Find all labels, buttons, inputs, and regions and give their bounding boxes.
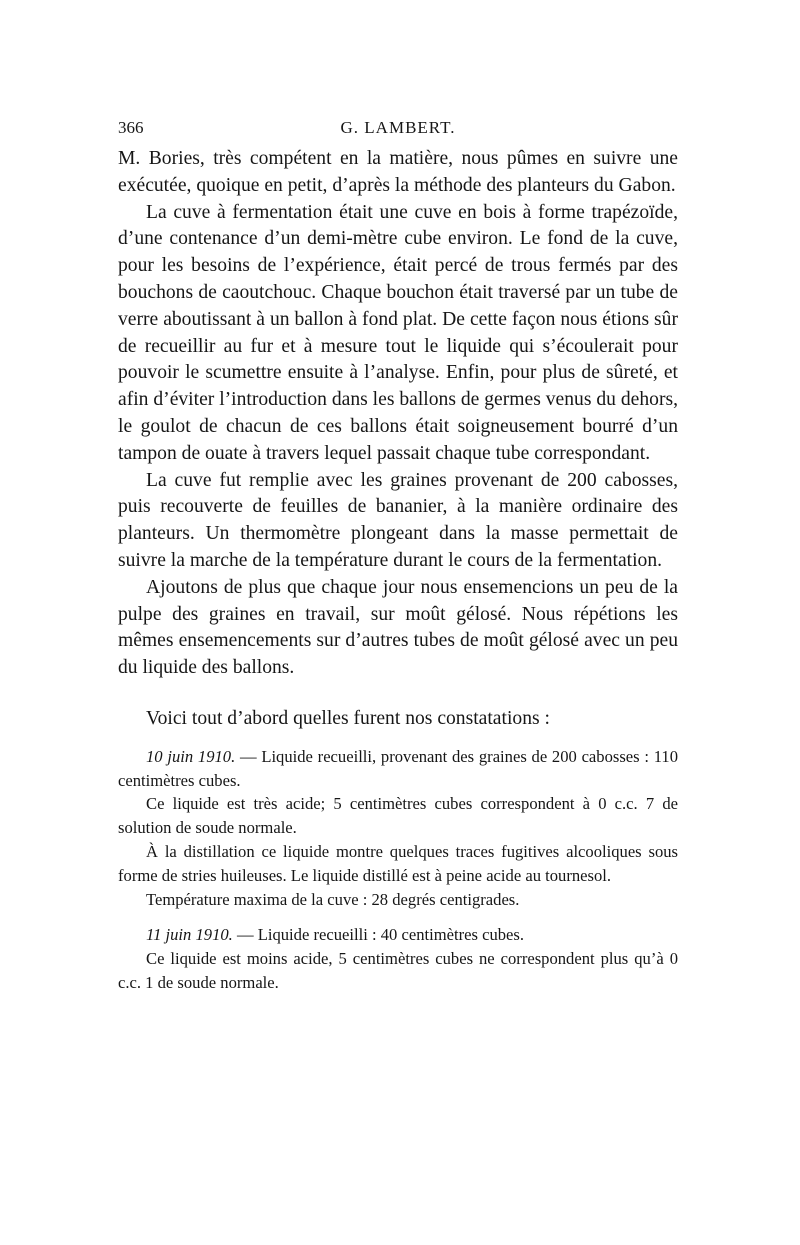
page-header xyxy=(118,112,678,146)
paragraph: M. Bories, très compétent en la matière, nous pûmes en suivre une exécutée, quoique en petit, d’après la méthode des planteurs du Gabon. xyxy=(118,148,678,196)
entry-lead xyxy=(118,745,678,793)
entry-line: Température maxima de la cuve : 28 degrés centigrades. xyxy=(146,889,520,909)
book-page xyxy=(118,112,678,995)
entry-date: 11 juin 1910. xyxy=(146,925,233,945)
paragraph: Ajoutons de plus que chaque jour nous ensemencions un peu de la pulpe des graines en travail, sur moût gélosé. Nous répétions les mêmes ensemencements sur d’autres tubes de moût gélosé avec un peu du liquide des ballons. xyxy=(118,576,678,679)
section-gap xyxy=(118,682,678,706)
entry-line: À la distillation ce liquide montre quelques traces fugitives alcooliques sous forme de stries huileuses. Le liquide distillé est à peine acide au tournesol. xyxy=(118,841,678,885)
entry-date: 10 juin 1910. xyxy=(146,746,236,766)
section-gap xyxy=(118,733,678,745)
entry-line: Ce liquide est très acide; 5 centimètres cubes correspondent à 0 c.c. 7 de solution de soude normale. xyxy=(118,794,678,838)
paragraph: La cuve à fermentation était une cuve en bois à forme trapézoïde, d’une contenance d’un demi-mètre cube environ. Le fond de la cuve, pour les besoins de l’expérience, était percé de trous fermés par des bouchons de caoutchouc. Chaque bouchon était traversé par un tube de verre aboutissant à un ballon à fond plat. De cette façon nous étions sûr de recueillir au fur et à mesure tout le liquide qui s’écoulerait pour pouvoir le scumettre ensuite à l’analyse. Enfin, pour plus de sûreté, et afin d’éviter l’introduction dans les ballons de germes venus du dehors, le goulot de chacun de ces ballons était soigneusement bourré d’un tampon de ouate à travers lequel passait chaque tube correspondant. xyxy=(118,201,678,464)
entry-gap xyxy=(118,911,678,923)
entry-lead xyxy=(118,923,678,947)
entry-line: Ce liquide est moins acide, 5 centimètres cubes ne correspondent plus qu’à 0 c.c. 1 de soude normale. xyxy=(118,949,678,992)
page-number: 366 xyxy=(118,118,144,137)
entry-lead-text: — Liquide recueilli, provenant des graines de 200 cabosses : 110 centimètres cubes. xyxy=(118,746,678,790)
section-intro: Voici tout d’abord quelles furent nos constatations : xyxy=(146,707,550,729)
paragraph: La cuve fut remplie avec les graines provenant de 200 cabosses, puis recouverte de feuilles de bananier, à la manière ordinaire des planteurs. Un thermomètre plongeant dans la masse permettait de suivre la marche de la température durant le cours de la fermentation. xyxy=(118,469,678,571)
running-head: G. LAMBERT. xyxy=(340,118,456,137)
entry-lead-text: — Liquide recueilli : 40 centimètres cubes. xyxy=(232,925,525,945)
